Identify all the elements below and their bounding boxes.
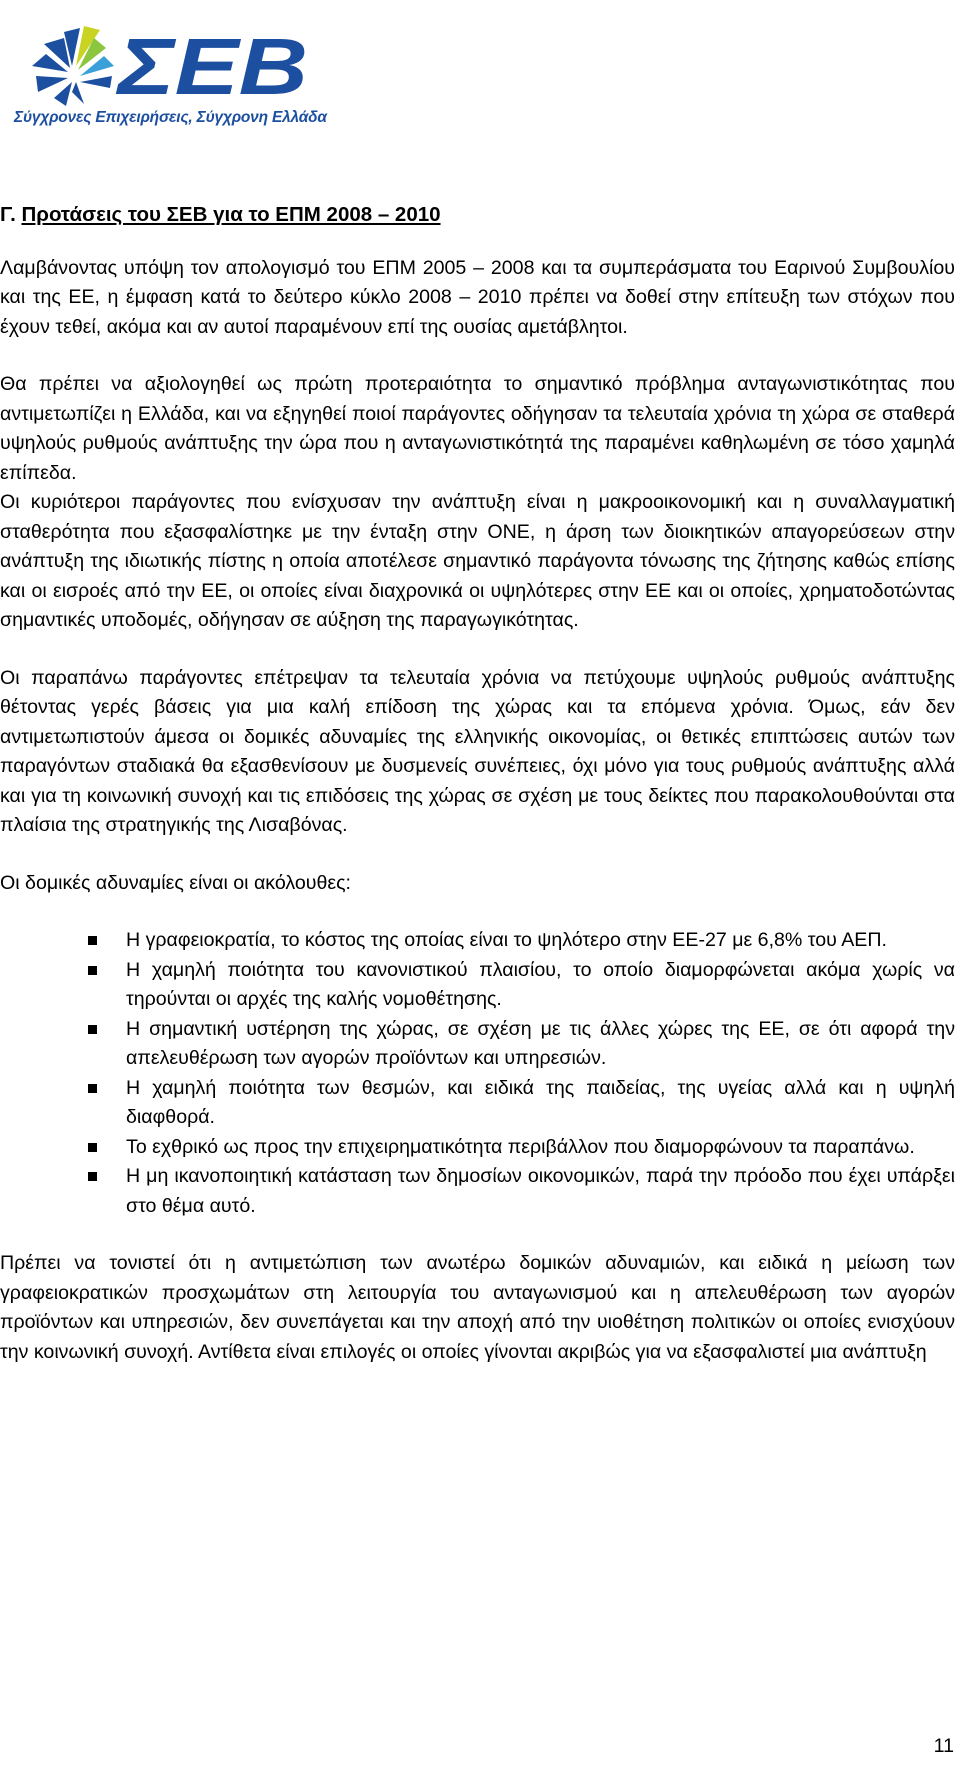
page-number: 11 <box>933 1735 954 1757</box>
list-item-text: Η γραφειοκρατία, το κόστος της οποίας είναι το ψηλότερο στην ΕΕ-27 με 6,8% του ΑΕΠ. <box>126 929 887 951</box>
section-heading <box>0 200 955 230</box>
list-item <box>126 926 955 956</box>
logo <box>10 8 330 136</box>
logo-emblem-icon <box>32 26 114 106</box>
document-body <box>0 200 955 1367</box>
bullet-square-icon <box>88 1143 97 1152</box>
bullet-square-icon <box>88 1172 97 1181</box>
list-item <box>126 1162 955 1221</box>
section-number: Γ. <box>0 203 16 226</box>
paragraph-growth-factors: Οι κυριότεροι παράγοντες που ενίσχυσαν την ανάπτυξη είναι η μακροοικονομική και η συναλλαγματική σταθερότητα που εξασφαλίστηκε με την ένταξη στην ΟΝΕ, η άρση των διοικητικών απαγορεύσεων στην ανάπτυξη της ιδιωτικής πίστης η οποία αποτέλεσε σημαντικό παράγοντα τόνωσης της ζήτησης καθώς επίσης και οι εισροές από την ΕΕ, οι οποίες είναι διαχρονικά οι υψηλότερες στην ΕΕ και οι οποίες, χρηματοδοτώντας σημαντικές υποδομές, οδήγησαν σε αύξηση της παραγωγικότητας. <box>0 491 955 631</box>
paragraph-weaknesses-intro: Οι δομικές αδυναμίες είναι οι ακόλουθες: <box>0 871 351 894</box>
paragraph-structural-risks: Οι παραπάνω παράγοντες επέτρεψαν τα τελευταία χρόνια να πετύχουμε υψηλούς ρυθμούς ανάπτυξης θέτοντας γερές βάσεις για μια καλή επίδοση της χώρας και τα επόμενα χρόνια. Όμως, εάν δεν αντιμετωπιστούν άμεσα οι δομικές αδυναμίες της ελληνικής οικονομίας, οι θετικές επιπτώσεις αυτών των παραγόντων σταδιακά θα εξασθενίσουν με δυσμενείς συνέπειες, όχι μόνο για τους ρυθμούς ανάπτυξης αλλά και για τη κοινωνική συνοχή και τις επιδόσεις της χώρας σε σχέση με τους δείκτες που παρακολουθούνται στα πλαίσια της στρατηγικής της Λισαβόνας. <box>0 666 955 836</box>
logo-wordmark: ΣΕΒ <box>115 22 308 108</box>
list-item-text: Η σημαντική υστέρηση της χώρας, σε σχέση με τις άλλες χώρες της ΕΕ, σε ότι αφορά την απελευθέρωση των αγορών προϊόντων και υπηρεσιών. <box>126 1017 955 1069</box>
list-item <box>126 1074 955 1133</box>
list-item <box>126 956 955 1015</box>
logo-tagline: Σύγχρονες Επιχειρήσεις, Σύγχρονη Ελλάδα <box>14 109 327 126</box>
paragraph-intro: Λαμβάνοντας υπόψη τον απολογισμό του ΕΠΜ 2005 – 2008 και τα συμπεράσματα του Εαρινού Συμβουλίου και της ΕΕ, η έμφαση κατά το δεύτερο κύκλο 2008 – 2010 πρέπει να δοθεί στην επίτευξη των στόχων που έχουν τεθεί, ακόμα και αν αυτοί παραμένουν επί της ουσίας αμετάβλητοι. <box>0 256 955 338</box>
list-item-text: Το εχθρικό ως προς την επιχειρηματικότητα περιβάλλον που διαμορφώνουν τα παραπάνω. <box>126 1135 915 1158</box>
seb-logo-mark <box>10 8 330 108</box>
list-item <box>126 1133 955 1163</box>
bullet-square-icon <box>88 966 97 975</box>
section-title: Προτάσεις του ΣΕΒ για το ΕΠΜ 2008 – 2010 <box>21 203 441 226</box>
paragraph-closing: Πρέπει να τονιστεί ότι η αντιμετώπιση των ανωτέρω δομικών αδυναμιών, και ειδικά η μείωση των γραφειοκρατικών προσχωμάτων στη λειτουργία του ανταγωνισμού και η απελευθέρωση των αγορών προϊόντων και υπηρεσιών, δεν συνεπάγεται και την αποχή από την υιοθέτηση πολιτικών οι οποίες ενισχύουν την κοινωνική συνοχή. Αντίθετα είναι επιλογές οι οποίες γίνονται ακριβώς για να εξασφαλιστεί μια ανάπτυξη <box>0 1252 955 1363</box>
list-item <box>126 1015 955 1074</box>
bullet-square-icon <box>88 936 97 945</box>
bullet-square-icon <box>88 1025 97 1034</box>
list-item-text: Η χαμηλή ποιότητα των θεσμών, και ειδικά της παιδείας, της υγείας αλλά και η υψηλή διαφθορά. <box>126 1076 955 1128</box>
weaknesses-list <box>0 926 955 1221</box>
list-item-text: Η χαμηλή ποιότητα του κανονιστικού πλαισίου, το οποίο διαμορφώνεται ακόμα χωρίς να τηρούνται οι αρχές της καλής νομοθέτησης. <box>126 958 955 1010</box>
paragraph-competitiveness: Θα πρέπει να αξιολογηθεί ως πρώτη προτεραιότητα το σημαντικό πρόβλημα ανταγωνιστικότητας που αντιμετωπίζει η Ελλάδα, και να εξηγηθεί ποιοί παράγοντες οδήγησαν τα τελευταία χρόνια τη χώρα σε σταθερά υψηλούς ρυθμούς ανάπτυξης την ώρα που η ανταγωνιστικότητά της παραμένει καθηλωμένη σε τόσο χαμηλά επίπεδα. <box>0 373 955 484</box>
list-item-text: Η μη ικανοποιητική κατάσταση των δημοσίων οικονομικών, παρά την πρόοδο που έχει υπάρξει στο θέμα αυτό. <box>126 1165 955 1217</box>
bullet-square-icon <box>88 1084 97 1093</box>
